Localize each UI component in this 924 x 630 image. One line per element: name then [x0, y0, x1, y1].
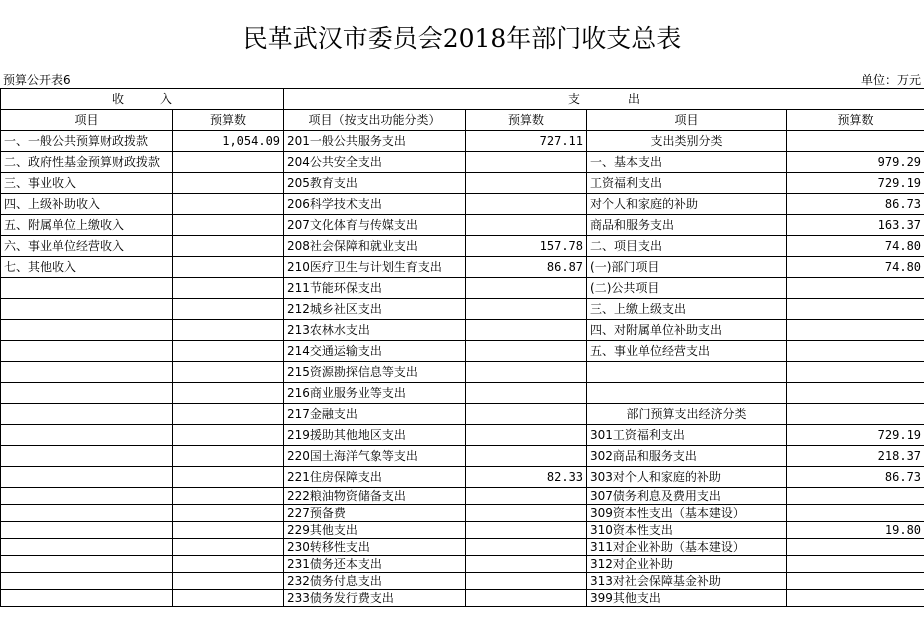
income-budget-cell — [173, 173, 284, 194]
category-budget-cell — [787, 383, 924, 404]
category-item-cell: 五、事业单位经营支出 — [587, 341, 787, 362]
category-budget-cell — [787, 278, 924, 299]
income-budget-header: 预算数 — [173, 110, 284, 131]
income-item-cell — [1, 488, 173, 505]
table-row — [1, 362, 924, 383]
category-item-cell: (二)公共项目 — [587, 278, 787, 299]
function-item-cell: 232债务付息支出 — [284, 573, 466, 590]
category-budget-cell: 86.73 — [787, 467, 924, 488]
function-item-cell: 231债务还本支出 — [284, 556, 466, 573]
category-budget-cell — [787, 404, 924, 425]
income-budget-cell — [173, 341, 284, 362]
function-budget-cell — [466, 299, 587, 320]
function-budget-cell — [466, 556, 587, 573]
income-budget-cell — [173, 539, 284, 556]
income-item-cell — [1, 539, 173, 556]
income-item-cell — [1, 467, 173, 488]
category-budget-cell — [787, 590, 924, 607]
income-budget-cell — [173, 299, 284, 320]
income-item-cell — [1, 341, 173, 362]
function-item-cell: 220国土海洋气象等支出 — [284, 446, 466, 467]
income-item-cell — [1, 278, 173, 299]
category-item-cell: 工资福利支出 — [587, 173, 787, 194]
category-item-cell: 四、对附属单位补助支出 — [587, 320, 787, 341]
category-item-cell: 313对社会保障基金补助 — [587, 573, 787, 590]
function-budget-cell — [466, 539, 587, 556]
table-row — [1, 257, 924, 278]
function-item-cell: 222粮油物资储备支出 — [284, 488, 466, 505]
table-id-label: 预算公开表6 — [3, 73, 71, 87]
category-item-cell: 311对企业补助（基本建设） — [587, 539, 787, 556]
function-budget-cell — [466, 505, 587, 522]
category-budget-cell — [787, 341, 924, 362]
category-budget-cell: 74.80 — [787, 257, 924, 278]
income-budget-cell — [173, 505, 284, 522]
income-item-cell — [1, 320, 173, 341]
category-budget-cell: 979.29 — [787, 152, 924, 173]
table-row — [1, 590, 924, 607]
table-row — [1, 556, 924, 573]
category-item-cell: (一)部门项目 — [587, 257, 787, 278]
category-item-cell: 对个人和家庭的补助 — [587, 194, 787, 215]
function-budget-cell — [466, 404, 587, 425]
income-item-header: 项目 — [1, 110, 173, 131]
income-item-cell — [1, 522, 173, 539]
category-item-cell: 307债务利息及费用支出 — [587, 488, 787, 505]
function-budget-cell — [466, 590, 587, 607]
function-budget-cell — [466, 573, 587, 590]
function-item-cell: 230转移性支出 — [284, 539, 466, 556]
function-item-cell: 217金融支出 — [284, 404, 466, 425]
function-item-cell: 216商业服务业等支出 — [284, 383, 466, 404]
category-budget-cell: 74.80 — [787, 236, 924, 257]
category-item-cell: 399其他支出 — [587, 590, 787, 607]
function-budget-cell — [466, 152, 587, 173]
category-budget-cell: 729.19 — [787, 425, 924, 446]
function-budget-cell: 86.87 — [466, 257, 587, 278]
income-budget-cell — [173, 383, 284, 404]
category-budget-cell: 86.73 — [787, 194, 924, 215]
income-budget-cell — [173, 573, 284, 590]
category-item-cell: 部门预算支出经济分类 — [587, 404, 787, 425]
category-budget-cell: 163.37 — [787, 215, 924, 236]
budget-table — [0, 88, 924, 607]
table-row — [1, 131, 924, 152]
category-item-cell: 309资本性支出（基本建设） — [587, 505, 787, 522]
income-budget-cell — [173, 362, 284, 383]
table-row — [1, 173, 924, 194]
function-budget-cell — [466, 215, 587, 236]
income-budget-cell — [173, 236, 284, 257]
category-budget-cell — [787, 539, 924, 556]
category-budget-cell — [787, 505, 924, 522]
unit-label: 单位：万元 — [860, 73, 921, 87]
function-budget-cell — [466, 383, 587, 404]
income-item-cell — [1, 446, 173, 467]
category-budget-cell: 218.37 — [787, 446, 924, 467]
category-item-cell: 商品和服务支出 — [587, 215, 787, 236]
income-budget-cell: 1,054.09 — [173, 131, 284, 152]
table-row — [1, 320, 924, 341]
income-budget-cell — [173, 215, 284, 236]
function-budget-cell: 157.78 — [466, 236, 587, 257]
income-budget-cell — [173, 425, 284, 446]
category-item-cell: 301工资福利支出 — [587, 425, 787, 446]
category-item-cell: 302商品和服务支出 — [587, 446, 787, 467]
category-item-header: 项目 — [587, 110, 787, 131]
table-row — [1, 236, 924, 257]
table-row — [1, 341, 924, 362]
income-item-cell — [1, 299, 173, 320]
function-item-cell: 219援助其他地区支出 — [284, 425, 466, 446]
function-item-cell: 221住房保障支出 — [284, 467, 466, 488]
function-budget-cell — [466, 522, 587, 539]
income-item-cell: 七、其他收入 — [1, 257, 173, 278]
function-item-cell: 204公共安全支出 — [284, 152, 466, 173]
category-item-cell: 一、基本支出 — [587, 152, 787, 173]
category-budget-cell — [787, 320, 924, 341]
function-item-cell: 201一般公共服务支出 — [284, 131, 466, 152]
category-budget-cell — [787, 131, 924, 152]
income-budget-cell — [173, 404, 284, 425]
income-budget-cell — [173, 488, 284, 505]
table-row — [1, 299, 924, 320]
function-item-cell: 233债务发行费支出 — [284, 590, 466, 607]
income-item-cell — [1, 573, 173, 590]
table-row — [1, 467, 924, 488]
function-budget-cell — [466, 362, 587, 383]
income-item-cell — [1, 404, 173, 425]
function-budget-header: 预算数 — [466, 110, 587, 131]
category-item-cell: 310资本性支出 — [587, 522, 787, 539]
category-item-cell: 303对个人和家庭的补助 — [587, 467, 787, 488]
income-item-cell: 二、政府性基金预算财政拨款 — [1, 152, 173, 173]
income-budget-cell — [173, 320, 284, 341]
income-budget-cell — [173, 522, 284, 539]
function-budget-cell — [466, 341, 587, 362]
function-item-cell: 211节能环保支出 — [284, 278, 466, 299]
function-budget-cell — [466, 446, 587, 467]
table-row — [1, 278, 924, 299]
table-row — [1, 522, 924, 539]
income-budget-cell — [173, 194, 284, 215]
function-item-cell: 205教育支出 — [284, 173, 466, 194]
income-item-cell — [1, 505, 173, 522]
income-budget-cell — [173, 446, 284, 467]
category-budget-cell — [787, 556, 924, 573]
income-budget-cell — [173, 467, 284, 488]
category-item-cell: 二、项目支出 — [587, 236, 787, 257]
category-item-cell: 312对企业补助 — [587, 556, 787, 573]
function-item-header: 项目（按支出功能分类） — [284, 110, 466, 131]
function-item-cell: 210医疗卫生与计划生育支出 — [284, 257, 466, 278]
function-item-cell: 229其他支出 — [284, 522, 466, 539]
category-item-cell: 三、上缴上级支出 — [587, 299, 787, 320]
income-item-cell: 六、事业单位经营收入 — [1, 236, 173, 257]
function-budget-cell: 727.11 — [466, 131, 587, 152]
function-item-cell: 207文化体育与传媒支出 — [284, 215, 466, 236]
category-budget-cell — [787, 488, 924, 505]
income-header: 收 入 — [1, 89, 284, 110]
category-budget-cell: 19.80 — [787, 522, 924, 539]
income-budget-cell — [173, 556, 284, 573]
function-budget-cell — [466, 278, 587, 299]
category-item-cell: 支出类别分类 — [587, 131, 787, 152]
function-budget-cell — [466, 194, 587, 215]
income-item-cell: 三、事业收入 — [1, 173, 173, 194]
income-budget-cell — [173, 278, 284, 299]
income-item-cell: 一、一般公共预算财政拨款 — [1, 131, 173, 152]
table-row — [1, 404, 924, 425]
category-item-cell — [587, 362, 787, 383]
function-budget-cell — [466, 320, 587, 341]
table-row — [1, 539, 924, 556]
income-budget-cell — [173, 590, 284, 607]
category-item-cell — [587, 383, 787, 404]
table-row — [1, 425, 924, 446]
table-row — [1, 215, 924, 236]
expense-header: 支 出 — [284, 89, 924, 110]
income-budget-cell — [173, 152, 284, 173]
category-budget-header: 预算数 — [787, 110, 924, 131]
income-item-cell: 五、附属单位上缴收入 — [1, 215, 173, 236]
income-item-cell — [1, 590, 173, 607]
category-budget-cell — [787, 362, 924, 383]
page-title: 民革武汉市委员会2018年部门收支总表 — [242, 24, 682, 53]
function-budget-cell — [466, 173, 587, 194]
function-item-cell: 213农林水支出 — [284, 320, 466, 341]
function-item-cell: 227预备费 — [284, 505, 466, 522]
income-budget-cell — [173, 257, 284, 278]
category-budget-cell: 729.19 — [787, 173, 924, 194]
function-item-cell: 212城乡社区支出 — [284, 299, 466, 320]
function-item-cell: 206科学技术支出 — [284, 194, 466, 215]
table-row — [1, 152, 924, 173]
table-row — [1, 488, 924, 505]
function-budget-cell: 82.33 — [466, 467, 587, 488]
income-item-cell — [1, 425, 173, 446]
income-item-cell: 四、上级补助收入 — [1, 194, 173, 215]
category-budget-cell — [787, 299, 924, 320]
table-row — [1, 573, 924, 590]
function-item-cell: 215资源勘探信息等支出 — [284, 362, 466, 383]
function-budget-cell — [466, 425, 587, 446]
income-item-cell — [1, 556, 173, 573]
function-item-cell: 214交通运输支出 — [284, 341, 466, 362]
table-row — [1, 383, 924, 404]
income-item-cell — [1, 362, 173, 383]
category-budget-cell — [787, 573, 924, 590]
function-item-cell: 208社会保障和就业支出 — [284, 236, 466, 257]
income-item-cell — [1, 383, 173, 404]
function-budget-cell — [466, 488, 587, 505]
table-row — [1, 446, 924, 467]
table-row — [1, 194, 924, 215]
table-row — [1, 505, 924, 522]
